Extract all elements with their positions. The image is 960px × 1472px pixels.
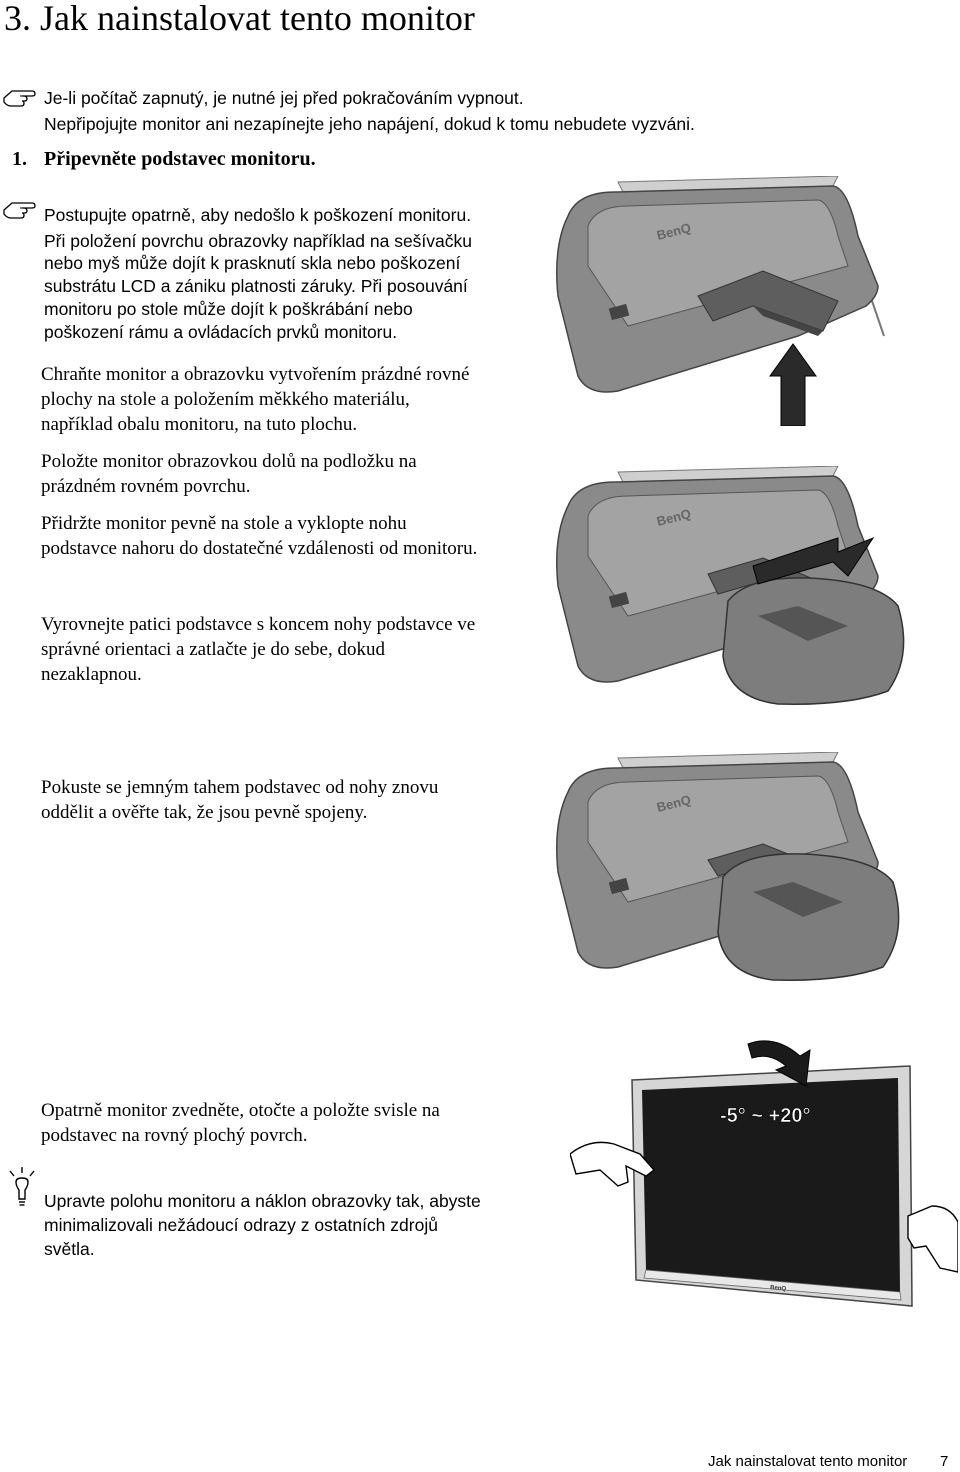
- footer-section-title: Jak nainstalovat tento monitor: [708, 1453, 908, 1470]
- paragraph-line: Přidržte monitor pevně na stole a vyklopte nohu: [41, 513, 407, 534]
- note-line: Je-li počítač zapnutý, je nutné jej před pokračováním vypnout.: [44, 88, 524, 108]
- brand-label: BenQ: [769, 1285, 787, 1293]
- note-line: Postupujte opatrně, aby nedošlo k poškození monitoru.: [44, 205, 472, 225]
- lightbulb-icon: [6, 1166, 38, 1214]
- paragraph-line: Opatrně monitor zvedněte, otočte a položte svisle na: [41, 1100, 440, 1121]
- paragraph-line: plochy na stole a položením měkkého materiálu,: [41, 389, 410, 410]
- illustration-stand-up: [548, 176, 958, 426]
- paragraph-line: nezaklapnou.: [41, 664, 142, 685]
- page-title: 3. Jak nainstalovat tento monitor: [4, 0, 475, 38]
- note-line: poškození rámu a ovládacích prvků monitoru.: [44, 322, 398, 342]
- illustration-attach-base: [548, 466, 958, 706]
- note-line: Při položení povrchu obrazovky například na sešívačku: [44, 231, 473, 251]
- brand-label: BenQ: [655, 219, 693, 243]
- paragraph-line: Položte monitor obrazovkou dolů na podložku na: [41, 451, 417, 472]
- illustration-base-attached: [548, 752, 958, 982]
- note-line: substrátu LCD a zániku platnosti záruky. Při posouvání: [44, 276, 468, 296]
- paragraph-line: prázdném rovném povrchu.: [41, 476, 251, 497]
- tip-line: Upravte polohu monitoru a náklon obrazovky tak, abyste: [44, 1191, 481, 1211]
- step-heading: Připevněte podstavec monitoru.: [44, 148, 316, 170]
- illustration-upright-monitor: [570, 1036, 958, 1336]
- note-line: nebo myš může dojít k prasknutí skla nebo poškození: [44, 253, 461, 273]
- paragraph-line: Pokuste se jemným tahem podstavec od nohy znovu: [41, 777, 439, 798]
- note-line: monitoru po stole může dojít k poškrábání nebo: [44, 299, 413, 319]
- paragraph-line: podstavec na rovný plochý povrch.: [41, 1125, 308, 1146]
- tip-line: minimalizovali nežádoucí odrazy z ostatních zdrojů: [44, 1215, 438, 1235]
- tilt-range-label: -5° ~ +20°: [720, 1105, 811, 1127]
- pointing-hand-icon: [2, 86, 38, 108]
- paragraph-line: například obalu monitoru, na tuto plochu.: [41, 414, 358, 435]
- paragraph-line: správné orientaci a zatlačte je do sebe, dokud: [41, 639, 385, 660]
- brand-label: BenQ: [655, 505, 693, 529]
- brand-label: BenQ: [655, 791, 693, 815]
- page-number: 7: [940, 1453, 949, 1470]
- paragraph-line: Chraňte monitor a obrazovku vytvořením prázdné rovné: [41, 364, 470, 385]
- paragraph-line: podstavce nahoru do dostatečné vzdálenosti od monitoru.: [41, 538, 478, 559]
- tip-line: světla.: [44, 1239, 95, 1259]
- paragraph-line: Vyrovnejte patici podstavce s koncem nohy podstavce ve: [41, 614, 476, 635]
- step-number: 1.: [12, 148, 27, 170]
- paragraph-line: oddělit a ověřte tak, že jsou pevně spojeny.: [41, 802, 368, 823]
- pointing-hand-icon: [2, 198, 38, 220]
- note-line: Nepřipojujte monitor ani nezapínejte jeho napájení, dokud k tomu nebudete vyzváni.: [44, 114, 695, 134]
